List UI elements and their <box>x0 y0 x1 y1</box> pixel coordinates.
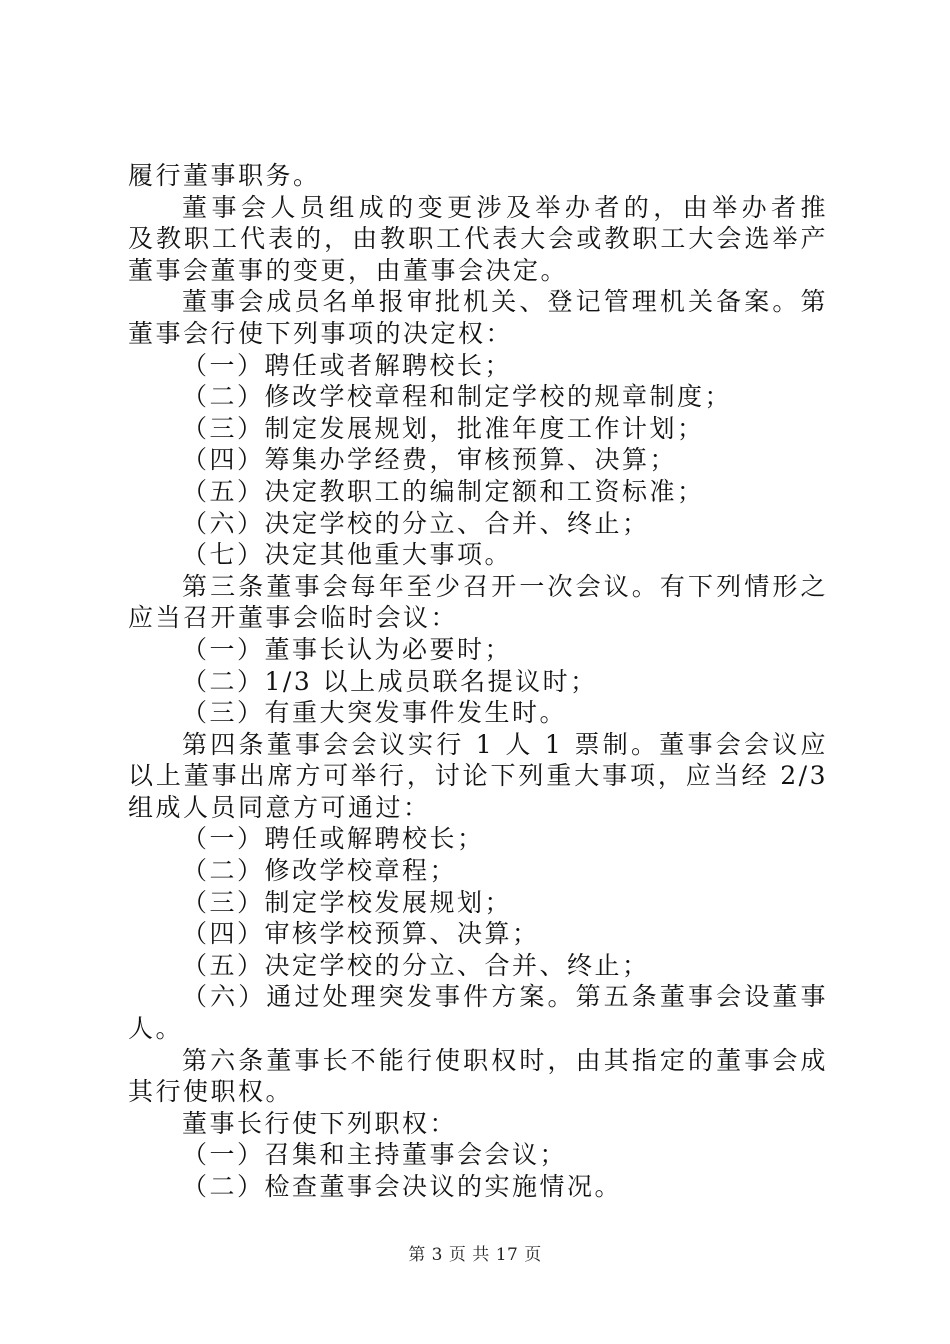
text-line: （三）有重大突发事件发生时。 <box>182 698 568 728</box>
text-line: 以上董事出席方可举行，讨论下列重大事项，应当经 2/3 <box>128 761 828 791</box>
text-line: （四）筹集办学经费，审核预算、决算； <box>182 445 678 475</box>
text-line: （二）修改学校章程； <box>182 856 458 886</box>
text-line: （三）制定学校发展规划； <box>182 887 513 917</box>
text-line: 第六条董事长不能行使职权时，由其指定的董事会成 <box>182 1045 828 1075</box>
text-line: （二）1/3 以上成员联名提议时； <box>182 666 598 696</box>
text-line: （一）聘任或解聘校长； <box>182 824 485 854</box>
text-line: （一）聘任或者解聘校长； <box>182 350 513 380</box>
text-line: （二）检查董事会决议的实施情况。 <box>182 1172 623 1201</box>
text-line: （六）决定学校的分立、合并、终止； <box>182 508 650 538</box>
text-line: （五）决定教职工的编制定额和工资标准； <box>182 476 705 506</box>
text-line: 董事会成员名单报审批机关、登记管理机关备案。第 <box>182 287 828 317</box>
text-line: （一）董事长认为必要时； <box>182 634 513 664</box>
document-body <box>128 160 828 1203</box>
text-line: （四）审核学校预算、决算； <box>182 919 540 949</box>
text-line: 董事会人员组成的变更涉及举办者的，由举办者推 <box>182 192 828 222</box>
text-line: （一）召集和主持董事会会议； <box>182 1140 568 1170</box>
text-line: （三）制定发展规划，批准年度工作计划； <box>182 413 705 443</box>
text-line: （二）修改学校章程和制定学校的规章制度； <box>182 382 733 412</box>
text-line: 履行董事职务。 <box>128 161 321 190</box>
text-line: 组成人员同意方可通过： <box>128 792 431 822</box>
text-line: 董事长行使下列职权： <box>182 1108 458 1138</box>
text-line: （五）决定学校的分立、合并、终止； <box>182 950 650 980</box>
text-line: 及教职工代表的，由教职工代表大会或教职工大会选举产 <box>128 224 828 254</box>
text-line: 第四条董事会会议实行 1 人 1 票制。董事会会议应 <box>182 729 828 759</box>
text-line: （六）通过处理突发事件方案。第五条董事会设董事 <box>182 982 828 1012</box>
text-line: 董事会行使下列事项的决定权： <box>128 318 514 348</box>
text-line: 董事会董事的变更，由董事会决定。 <box>128 255 569 285</box>
text-line: 人。 <box>128 1014 184 1044</box>
text-line: 其行使职权。 <box>128 1077 294 1107</box>
text-line: （七）决定其他重大事项。 <box>182 540 513 570</box>
text-line: 应当召开董事会临时会议： <box>128 603 459 633</box>
text-line: 第三条董事会每年至少召开一次会议。有下列情形之 <box>182 571 828 601</box>
page-footer: 第 3 页 共 17 页 <box>408 1245 542 1265</box>
